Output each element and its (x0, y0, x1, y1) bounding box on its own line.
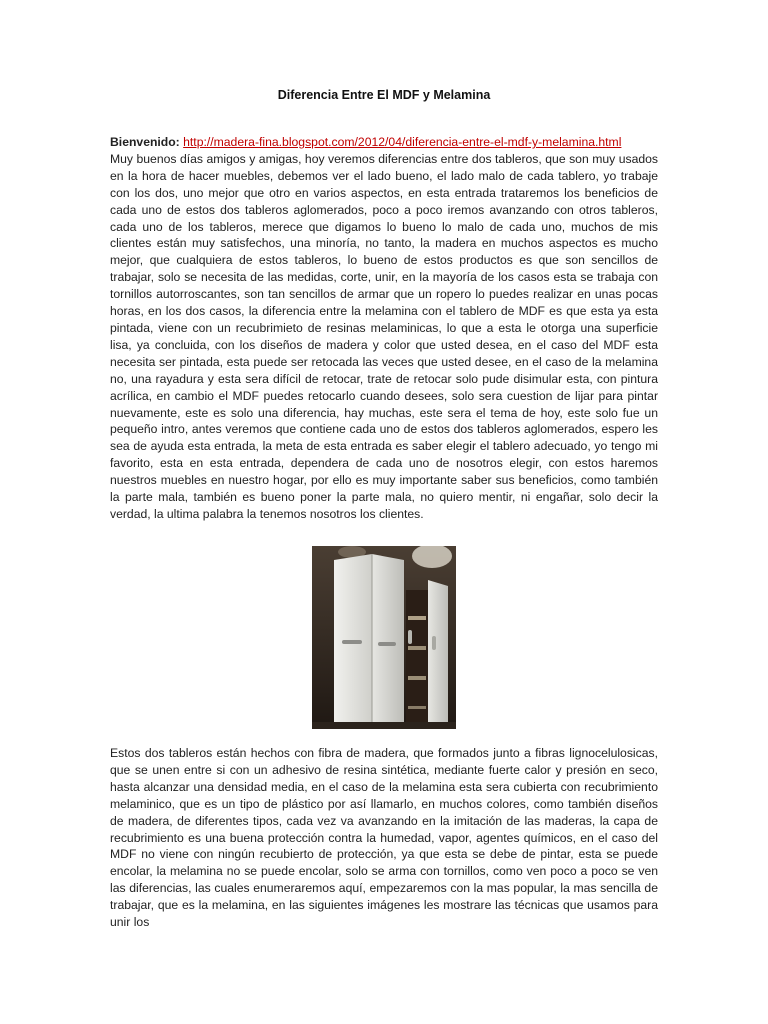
wardrobe-photo (312, 546, 456, 729)
welcome-label: Bienvenido: (110, 135, 180, 149)
source-link[interactable]: http://madera-fina.blogspot.com/2012/04/diferencia-entre-el-mdf-y-melamina.html (183, 135, 622, 149)
document-title: Diferencia Entre El MDF y Melamina (277, 88, 491, 102)
intro-paragraph: Muy buenos días amigos y amigas, hoy veremos diferencias entre dos tableros, que son muy usados en la hora de hacer muebles, debemos ver el lado bueno, el lado malo de cada tablero, yo trabaje con los dos, uno mejor que otro en varios aspectos, en esta entrada trataremos los beneficios de cada uno de estos dos tableros aglomerados, poco a poco iremos avanzando con otros tableros, cada uno de los tableros, merece que digamos lo bueno lo malo de cada uno, muchos de mis clientes están muy satisfechos, una minoría, no tanto, la madera en muchos aspectos es mucho mejor, que cualquiera de estos tableros, lo bueno de estos productos es que son sencillos de trabajar, solo se necesita de las medidas, corte, unir, en la mayoría de los casos esta se trabaja con tornillos autorroscantes, son tan sencillos de armar que un ropero lo puedes realizar en unas pocas horas, en los dos casos, la diferencia entre la melamina con el tablero de MDF es que esta ya esta pintada, viene con un recubrimieto de resinas melaminicas, lo que a esta le otorga una superficie lisa, ya concluida, con los diseños de madera y color que usted desea, en el caso del MDF esta necesita ser pintada, esta puede ser retocada las veces que usted desee, en el caso de la melamina no, una rayadura y esta sera difícil de retocar, trate de retocar solo pude disimular esta, con pintura acrílica, en cambio el MDF puedes retocarlo cuando desees, solo sera cuestion de lijar para pintar nuevamente, este es solo una diferencia, hay muchas, este sera el tema de hoy, este solo fue un pequeño intro, antes veremos que contiene cada uno de estos dos tableros aglomerados, espero les sea de ayuda esta entrada, la meta de esta entrada es saber elegir el tablero adecuado, yo tengo mi favorito, esta en esta entrada, dependera de cada uno de nosotros elegir, con estos haremos nuestros muebles en nuestro hogar, por ello es muy importante saber sus beneficios, como también la parte mala, también es bueno poner la parte mala, no quiero mentir, ni engañar, solo decir la verdad, la ultima palabra la tenemos nosotros los clientes. (110, 151, 658, 521)
body-paragraph: Estos dos tableros están hechos con fibra de madera, que formados junto a fibras lignocelulosicas, que se unen entre si con un adhesivo de resina sintética, mediante fuerte calor y presión en seco, hasta alcanzar una densidad media, en el caso de la melamina esta sera cubierta con recubrimiento melaminico, que es un tipo de plástico por así llamarlo, en muchos colores, como también diseños de madera, de diferentes tipos, cada vez va avanzando en la imitación de las maderas, la capa de recubrimiento es una buena protección contra la humedad, vapor, agentes químicos, en el caso del MDF no viene con ningún recubierto de protección, ya que esta se debe de pintar, esta se puede encolar, la melamina no se puede encolar, solo se arma con tornillos, como ven poco a poco se ven las diferencias, las cuales enumeraremos aquí, empezaremos con la mas popular, la mas sencilla de trabajar, que es la melamina, en las siguientes imágenes les mostrare las técnicas que usamos para unir los (110, 746, 658, 930)
intro-section (110, 134, 658, 523)
